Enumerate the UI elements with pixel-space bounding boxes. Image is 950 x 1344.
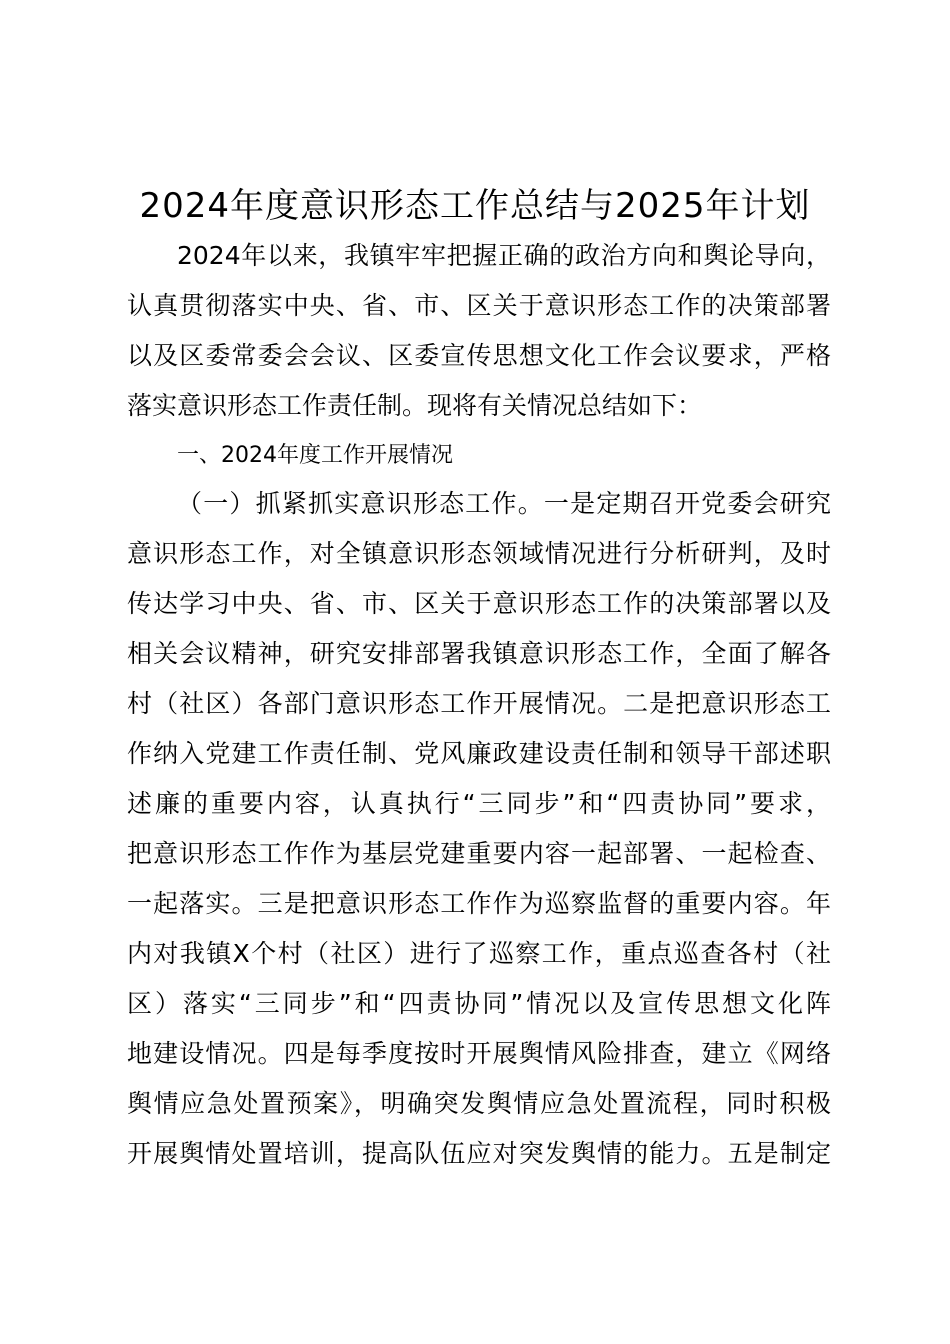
- paragraph-line: 内对我镇X个村（社区）进行了巡察工作，重点巡查各村（社: [127, 939, 831, 968]
- paragraph-line: 舆情应急处置预案》，明确突发舆情应急处置流程，同时积极: [127, 1089, 831, 1118]
- paragraph-line: 把意识形态工作作为基层党建重要内容一起部署、一起检查、: [127, 839, 831, 868]
- paragraph-line: 意识形态工作，对全镇意识形态领域情况进行分析研判，及时: [127, 539, 831, 568]
- paragraph-line: 地建设情况。四是每季度按时开展舆情风险排查，建立《网络: [127, 1039, 831, 1068]
- section-heading: 一、2024年度工作开展情况: [177, 443, 453, 468]
- paragraph-line: 相关会议精神，研究安排部署我镇意识形态工作，全面了解各: [127, 639, 831, 668]
- paragraph-line: 以及区委常委会会议、区委宣传思想文化工作会议要求，严格: [127, 341, 831, 370]
- paragraph-line: 传达学习中央、省、市、区关于意识形态工作的决策部署以及: [127, 589, 831, 618]
- paragraph-line: 村（社区）各部门意识形态工作开展情况。二是把意识形态工: [127, 689, 831, 718]
- paragraph-line: 认真贯彻落实中央、省、市、区关于意识形态工作的决策部署: [127, 291, 831, 320]
- document-title: 2024年度意识形态工作总结与2025年计划: [139, 186, 811, 226]
- paragraph-line: 2024年以来，我镇牢牢把握正确的政治方向和舆论导向，: [177, 241, 831, 270]
- paragraph-line: 作纳入党建工作责任制、党风廉政建设责任制和领导干部述职: [127, 739, 831, 768]
- paragraph-line: 区）落实“三同步”和“四责协同”情况以及宣传思想文化阵: [127, 989, 831, 1018]
- paragraph-line: 开展舆情处置培训，提高队伍应对突发舆情的能力。五是制定: [127, 1139, 831, 1168]
- paragraph-line: 落实意识形态工作责任制。现将有关情况总结如下：: [127, 391, 703, 420]
- paragraph-line: 一起落实。三是把意识形态工作作为巡察监督的重要内容。年: [127, 889, 831, 918]
- paragraph-line: （一）抓紧抓实意识形态工作。一是定期召开党委会研究: [177, 489, 831, 518]
- paragraph-line: 述廉的重要内容，认真执行“三同步”和“四责协同”要求，: [127, 789, 831, 818]
